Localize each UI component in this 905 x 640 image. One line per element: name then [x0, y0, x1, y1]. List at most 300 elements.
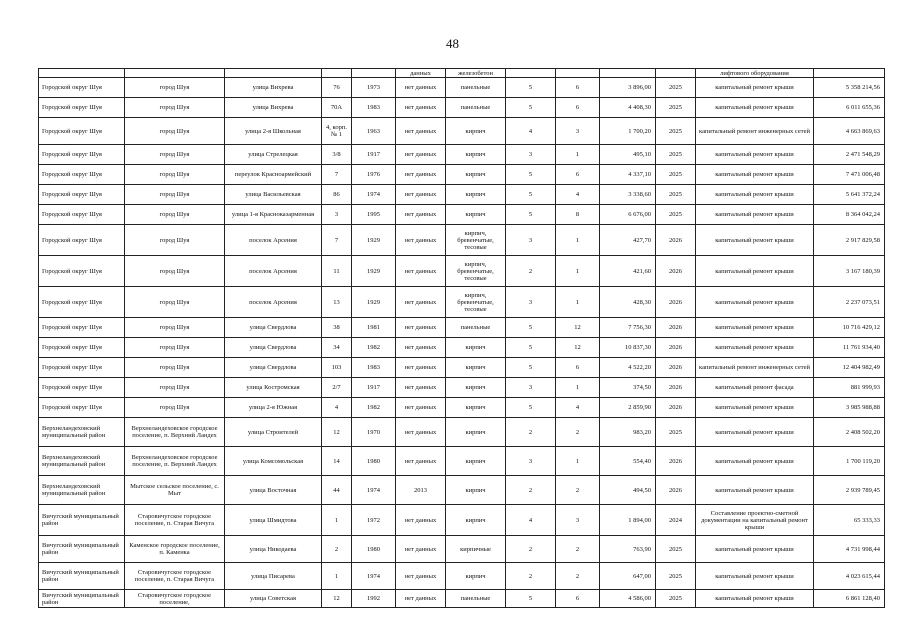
work-type-cell: капитальный ремонт крыши — [696, 318, 814, 338]
year-built-cell: 1976 — [352, 165, 396, 185]
municipality-cell: Вичугский муниципальный район — [39, 536, 125, 563]
year-built-cell: 1974 — [352, 563, 396, 590]
house-number-cell: 4 — [322, 398, 352, 418]
year-built-cell: 1974 — [352, 476, 396, 505]
cost-cell: 2 408 502,20 — [814, 418, 885, 447]
wall-material-cell: кирпич — [446, 418, 506, 447]
commissioning-cell: нет данных — [396, 447, 446, 476]
house-number-cell: 70А — [322, 98, 352, 118]
cost-cell: 11 761 934,40 — [814, 338, 885, 358]
entrances-cell: 1 — [556, 256, 600, 287]
floors-cell: 3 — [506, 287, 556, 318]
municipality-cell: Верхнеландеховский муниципальный район — [39, 418, 125, 447]
settlement-cell: город Шуя — [125, 378, 225, 398]
entrances-cell: 6 — [556, 590, 600, 608]
entrances-cell: 6 — [556, 165, 600, 185]
commissioning-cell: нет данных — [396, 225, 446, 256]
commissioning-cell: нет данных — [396, 418, 446, 447]
settlement-cell: город Шуя — [125, 205, 225, 225]
table-row — [39, 205, 885, 225]
municipality-cell — [39, 69, 125, 78]
cost-cell: 4 663 869,63 — [814, 118, 885, 145]
work-type-cell: капитальный ремонт инженерных сетей — [696, 118, 814, 145]
municipality-cell: Городской округ Шуя — [39, 256, 125, 287]
settlement-cell: город Шуя — [125, 287, 225, 318]
wall-material-cell: кирпич — [446, 145, 506, 165]
cost-cell — [814, 69, 885, 78]
plan-year-cell — [656, 69, 696, 78]
entrances-cell: 1 — [556, 225, 600, 256]
work-type-cell: капитальный ремонт крыши — [696, 590, 814, 608]
year-built-cell: 1970 — [352, 418, 396, 447]
floors-cell: 3 — [506, 447, 556, 476]
municipality-cell: Городской округ Шуя — [39, 225, 125, 256]
wall-material-cell: кирпич, бревенчатые, тесовые — [446, 256, 506, 287]
plan-year-cell: 2025 — [656, 418, 696, 447]
street-cell: поселок Арсения — [225, 256, 322, 287]
plan-year-cell: 2025 — [656, 563, 696, 590]
municipality-cell: Вичугский муниципальный район — [39, 505, 125, 536]
area-cell: 1 894,00 — [600, 505, 656, 536]
commissioning-cell: нет данных — [396, 536, 446, 563]
municipality-cell: Городской округ Шуя — [39, 205, 125, 225]
wall-material-cell: кирпич — [446, 476, 506, 505]
plan-year-cell: 2026 — [656, 256, 696, 287]
commissioning-cell: 2013 — [396, 476, 446, 505]
work-type-cell: капитальный ремонт крыши — [696, 145, 814, 165]
street-cell: улица Восточная — [225, 476, 322, 505]
entrances-cell: 6 — [556, 78, 600, 98]
wall-material-cell: кирпич — [446, 338, 506, 358]
entrances-cell: 2 — [556, 563, 600, 590]
area-cell: 4 522,20 — [600, 358, 656, 378]
settlement-cell: Верхнеландеховское городское поселение, п. Верхний Ландех — [125, 418, 225, 447]
plan-year-cell: 2026 — [656, 287, 696, 318]
settlement-cell: город Шуя — [125, 118, 225, 145]
year-built-cell: 1982 — [352, 338, 396, 358]
commissioning-cell: нет данных — [396, 358, 446, 378]
cost-cell: 6 861 128,40 — [814, 590, 885, 608]
commissioning-cell: нет данных — [396, 78, 446, 98]
cost-cell: 2 471 548,29 — [814, 145, 885, 165]
work-type-cell: капитальный ремонт крыши — [696, 447, 814, 476]
house-number-cell: 13 — [322, 287, 352, 318]
year-built-cell: 1929 — [352, 225, 396, 256]
wall-material-cell: кирпич, бревенчатые, тесовые — [446, 225, 506, 256]
area-cell: 495,10 — [600, 145, 656, 165]
house-number-cell: 44 — [322, 476, 352, 505]
street-cell: улица Свердлова — [225, 318, 322, 338]
wall-material-cell: панельные — [446, 318, 506, 338]
house-number-cell: 76 — [322, 78, 352, 98]
area-cell: 4 337,10 — [600, 165, 656, 185]
floors-cell: 3 — [506, 225, 556, 256]
house-number-cell: 4, корп. № 1 — [322, 118, 352, 145]
municipality-cell: Городской округ Шуя — [39, 318, 125, 338]
area-cell: 10 837,30 — [600, 338, 656, 358]
page-number: 48 — [446, 36, 459, 51]
street-cell: улица 1-я Красноказарменная — [225, 205, 322, 225]
entrances-cell: 2 — [556, 536, 600, 563]
area-cell: 763,90 — [600, 536, 656, 563]
work-type-cell: капитальный ремонт крыши — [696, 185, 814, 205]
house-number-cell: 1 — [322, 563, 352, 590]
plan-year-cell: 2026 — [656, 338, 696, 358]
work-type-cell: капитальный ремонт крыши — [696, 98, 814, 118]
table-row — [39, 476, 885, 505]
plan-year-cell: 2025 — [656, 165, 696, 185]
work-type-cell: капитальный ремонт крыши — [696, 418, 814, 447]
floors-cell: 5 — [506, 398, 556, 418]
settlement-cell: город Шуя — [125, 256, 225, 287]
municipality-cell: Городской округ Шуя — [39, 287, 125, 318]
work-type-cell: капитальный ремонт крыши — [696, 476, 814, 505]
cost-cell: 4 731 998,44 — [814, 536, 885, 563]
entrances-cell: 4 — [556, 185, 600, 205]
area-cell: 983,20 — [600, 418, 656, 447]
wall-material-cell: кирпич — [446, 563, 506, 590]
area-cell: 494,50 — [600, 476, 656, 505]
settlement-cell: город Шуя — [125, 165, 225, 185]
floors-cell: 3 — [506, 145, 556, 165]
settlement-cell: город Шуя — [125, 358, 225, 378]
area-cell: 2 859,90 — [600, 398, 656, 418]
table-row — [39, 536, 885, 563]
settlement-cell: город Шуя — [125, 145, 225, 165]
street-cell: улица Костромская — [225, 378, 322, 398]
work-type-cell: капитальный ремонт крыши — [696, 225, 814, 256]
wall-material-cell: кирпич — [446, 447, 506, 476]
commissioning-cell: нет данных — [396, 563, 446, 590]
settlement-cell: Каменское городское поселение, п. Каменка — [125, 536, 225, 563]
floors-cell: 5 — [506, 338, 556, 358]
floors-cell: 5 — [506, 165, 556, 185]
settlement-cell: город Шуя — [125, 98, 225, 118]
area-cell: 7 756,30 — [600, 318, 656, 338]
year-built-cell: 1983 — [352, 98, 396, 118]
settlement-cell: Верхнеландеховское городское поселение, п. Верхний Ландех — [125, 447, 225, 476]
plan-year-cell: 2026 — [656, 358, 696, 378]
house-number-cell: 2 — [322, 536, 352, 563]
plan-year-cell: 2026 — [656, 398, 696, 418]
area-cell — [600, 69, 656, 78]
settlement-cell — [125, 69, 225, 78]
entrances-cell: 6 — [556, 358, 600, 378]
street-cell: улица Свердлова — [225, 338, 322, 358]
wall-material-cell: кирпич — [446, 185, 506, 205]
entrances-cell: 3 — [556, 505, 600, 536]
area-cell: 428,30 — [600, 287, 656, 318]
area-cell: 427,70 — [600, 225, 656, 256]
table-row — [39, 358, 885, 378]
cost-cell: 3 985 988,88 — [814, 398, 885, 418]
table-row — [39, 505, 885, 536]
commissioning-cell: нет данных — [396, 398, 446, 418]
house-number-cell: 1 — [322, 505, 352, 536]
entrances-cell: 1 — [556, 447, 600, 476]
work-type-cell: капитальный ремонт крыши — [696, 165, 814, 185]
floors-cell: 4 — [506, 505, 556, 536]
wall-material-cell: кирпич, бревенчатые, тесовые — [446, 287, 506, 318]
street-cell: улица Комсомольская — [225, 447, 322, 476]
area-cell: 647,00 — [600, 563, 656, 590]
settlement-cell: Мытское сельское поселение, с. Мыт — [125, 476, 225, 505]
house-number-cell: 3/8 — [322, 145, 352, 165]
house-number-cell: 86 — [322, 185, 352, 205]
floors-cell: 5 — [506, 78, 556, 98]
floors-cell: 5 — [506, 185, 556, 205]
street-cell: улица Стрелецкая — [225, 145, 322, 165]
commissioning-cell: нет данных — [396, 318, 446, 338]
wall-material-cell: кирпич — [446, 358, 506, 378]
wall-material-cell: кирпич — [446, 378, 506, 398]
wall-material-cell: панельные — [446, 98, 506, 118]
cost-cell: 6 011 655,36 — [814, 98, 885, 118]
floors-cell: 2 — [506, 563, 556, 590]
wall-material-cell: кирпичные — [446, 536, 506, 563]
house-number-cell: 12 — [322, 418, 352, 447]
area-cell: 6 676,00 — [600, 205, 656, 225]
plan-year-cell: 2026 — [656, 476, 696, 505]
work-type-cell: капитальный ремонт фасада — [696, 378, 814, 398]
street-cell: улица Шмидтова — [225, 505, 322, 536]
table-row — [39, 165, 885, 185]
wall-material-cell: кирпич — [446, 205, 506, 225]
year-built-cell: 1917 — [352, 145, 396, 165]
wall-material-cell: железобетон — [446, 69, 506, 78]
floors-cell: 4 — [506, 118, 556, 145]
street-cell: улица 2-я Южная — [225, 398, 322, 418]
plan-year-cell: 2025 — [656, 536, 696, 563]
municipality-cell: Городской округ Шуя — [39, 358, 125, 378]
floors-cell: 2 — [506, 536, 556, 563]
table-row — [39, 145, 885, 165]
work-type-cell: капитальный ремонт крыши — [696, 287, 814, 318]
municipality-cell: Городской округ Шуя — [39, 165, 125, 185]
street-cell — [225, 69, 322, 78]
table-row — [39, 256, 885, 287]
table-row — [39, 590, 885, 608]
street-cell: переулок Красноармейский — [225, 165, 322, 185]
table-row — [39, 398, 885, 418]
plan-year-cell: 2025 — [656, 590, 696, 608]
floors-cell — [506, 69, 556, 78]
wall-material-cell: кирпич — [446, 398, 506, 418]
street-cell: улица Васильевская — [225, 185, 322, 205]
area-cell: 421,60 — [600, 256, 656, 287]
wall-material-cell: кирпич — [446, 165, 506, 185]
area-cell: 4 408,30 — [600, 98, 656, 118]
commissioning-cell: нет данных — [396, 256, 446, 287]
year-built-cell: 1995 — [352, 205, 396, 225]
entrances-cell — [556, 69, 600, 78]
table-row — [39, 338, 885, 358]
cost-cell: 10 716 429,12 — [814, 318, 885, 338]
wall-material-cell: кирпич — [446, 118, 506, 145]
year-built-cell: 1982 — [352, 398, 396, 418]
cost-cell: 8 364 042,24 — [814, 205, 885, 225]
entrances-cell: 3 — [556, 118, 600, 145]
house-number-cell: 11 — [322, 256, 352, 287]
commissioning-cell: нет данных — [396, 118, 446, 145]
street-cell: улица Советская — [225, 590, 322, 608]
municipality-cell: Городской округ Шуя — [39, 185, 125, 205]
wall-material-cell: панельные — [446, 590, 506, 608]
table-row — [39, 418, 885, 447]
work-type-cell: капитальный ремонт крыши — [696, 398, 814, 418]
entrances-cell: 1 — [556, 287, 600, 318]
table-row — [39, 185, 885, 205]
area-cell: 374,50 — [600, 378, 656, 398]
commissioning-cell: нет данных — [396, 590, 446, 608]
cost-cell: 2 237 073,51 — [814, 287, 885, 318]
street-cell: улица Писарева — [225, 563, 322, 590]
floors-cell: 5 — [506, 318, 556, 338]
table-row — [39, 563, 885, 590]
entrances-cell: 6 — [556, 98, 600, 118]
year-built-cell: 1992 — [352, 590, 396, 608]
commissioning-cell: нет данных — [396, 185, 446, 205]
municipality-cell: Вичугский муниципальный район — [39, 590, 125, 608]
house-number-cell: 2/7 — [322, 378, 352, 398]
work-type-cell: капитальный ремонт крыши — [696, 256, 814, 287]
table-body — [39, 69, 885, 608]
plan-year-cell: 2025 — [656, 118, 696, 145]
cost-cell: 2 917 829,58 — [814, 225, 885, 256]
area-cell: 1 700,20 — [600, 118, 656, 145]
table-row — [39, 287, 885, 318]
plan-year-cell: 2026 — [656, 447, 696, 476]
year-built-cell: 1917 — [352, 378, 396, 398]
year-built-cell: 1974 — [352, 185, 396, 205]
commissioning-cell: нет данных — [396, 145, 446, 165]
settlement-cell: город Шуя — [125, 78, 225, 98]
table-row — [39, 447, 885, 476]
street-cell: поселок Арсения — [225, 287, 322, 318]
work-type-cell: лифтового оборудования — [696, 69, 814, 78]
municipality-cell: Городской округ Шуя — [39, 398, 125, 418]
house-number-cell: 7 — [322, 225, 352, 256]
entrances-cell: 4 — [556, 398, 600, 418]
area-cell: 3 896,00 — [600, 78, 656, 98]
entrances-cell: 12 — [556, 338, 600, 358]
entrances-cell: 8 — [556, 205, 600, 225]
plan-year-cell: 2026 — [656, 318, 696, 338]
plan-year-cell: 2025 — [656, 78, 696, 98]
street-cell: улица Вихрева — [225, 78, 322, 98]
year-built-cell — [352, 69, 396, 78]
table-row — [39, 318, 885, 338]
plan-year-cell: 2024 — [656, 505, 696, 536]
house-number-cell: 14 — [322, 447, 352, 476]
cost-cell: 881 999,93 — [814, 378, 885, 398]
cost-cell: 1 700 119,20 — [814, 447, 885, 476]
work-type-cell: капитальный ремонт крыши — [696, 536, 814, 563]
cost-cell: 2 939 789,45 — [814, 476, 885, 505]
floors-cell: 5 — [506, 358, 556, 378]
cost-cell: 3 167 180,39 — [814, 256, 885, 287]
house-number-cell: 34 — [322, 338, 352, 358]
municipality-cell: Вичугский муниципальный район — [39, 563, 125, 590]
cost-cell: 5 641 372,24 — [814, 185, 885, 205]
floors-cell: 5 — [506, 590, 556, 608]
commissioning-cell: нет данных — [396, 287, 446, 318]
street-cell: улица Свердлова — [225, 358, 322, 378]
plan-year-cell: 2025 — [656, 185, 696, 205]
year-built-cell: 1980 — [352, 447, 396, 476]
street-cell: улица Строителей — [225, 418, 322, 447]
cost-cell: 12 404 982,49 — [814, 358, 885, 378]
municipality-cell: Городской округ Шуя — [39, 145, 125, 165]
commissioning-cell: нет данных — [396, 205, 446, 225]
year-built-cell: 1972 — [352, 505, 396, 536]
floors-cell: 3 — [506, 378, 556, 398]
municipality-cell: Городской округ Шуя — [39, 118, 125, 145]
floors-cell: 2 — [506, 476, 556, 505]
street-cell: улица 2-я Школьная — [225, 118, 322, 145]
year-built-cell: 1973 — [352, 78, 396, 98]
settlement-cell: город Шуя — [125, 338, 225, 358]
year-built-cell: 1981 — [352, 318, 396, 338]
entrances-cell: 12 — [556, 318, 600, 338]
floors-cell: 2 — [506, 256, 556, 287]
year-built-cell: 1963 — [352, 118, 396, 145]
work-type-cell: капитальный ремонт крыши — [696, 338, 814, 358]
table-row — [39, 118, 885, 145]
area-cell: 3 338,60 — [600, 185, 656, 205]
plan-year-cell: 2026 — [656, 225, 696, 256]
settlement-cell: город Шуя — [125, 318, 225, 338]
plan-year-cell: 2025 — [656, 205, 696, 225]
cost-cell: 7 471 006,48 — [814, 165, 885, 185]
floors-cell: 5 — [506, 205, 556, 225]
commissioning-cell: данных — [396, 69, 446, 78]
commissioning-cell: нет данных — [396, 505, 446, 536]
house-number-cell — [322, 69, 352, 78]
house-number-cell: 3 — [322, 205, 352, 225]
cost-cell: 5 358 214,56 — [814, 78, 885, 98]
table-row — [39, 98, 885, 118]
year-built-cell: 1929 — [352, 287, 396, 318]
settlement-cell: Старовичугское городское поселение, п. Старая Вичуга — [125, 505, 225, 536]
plan-year-cell: 2025 — [656, 145, 696, 165]
cost-cell: 4 023 615,44 — [814, 563, 885, 590]
settlement-cell: Старовичугское городское поселение, п. Старая Вичуга — [125, 563, 225, 590]
settlement-cell: город Шуя — [125, 398, 225, 418]
municipality-cell: Городской округ Шуя — [39, 338, 125, 358]
area-cell: 4 586,00 — [600, 590, 656, 608]
wall-material-cell: кирпич — [446, 505, 506, 536]
table-row — [39, 69, 885, 78]
table-row — [39, 225, 885, 256]
commissioning-cell: нет данных — [396, 338, 446, 358]
commissioning-cell: нет данных — [396, 378, 446, 398]
street-cell: улица Вихрева — [225, 98, 322, 118]
work-type-cell: Составление проектно-сметной документации на капитальный ремонт крыши — [696, 505, 814, 536]
table-row — [39, 78, 885, 98]
work-type-cell: капитальный ремонт крыши — [696, 78, 814, 98]
year-built-cell: 1983 — [352, 358, 396, 378]
entrances-cell: 1 — [556, 145, 600, 165]
municipality-cell: Верхнеландеховский муниципальный район — [39, 447, 125, 476]
table-row — [39, 378, 885, 398]
house-number-cell: 38 — [322, 318, 352, 338]
house-number-cell: 7 — [322, 165, 352, 185]
entrances-cell: 2 — [556, 418, 600, 447]
plan-year-cell: 2025 — [656, 98, 696, 118]
year-built-cell: 1980 — [352, 536, 396, 563]
municipality-cell: Городской округ Шуя — [39, 378, 125, 398]
